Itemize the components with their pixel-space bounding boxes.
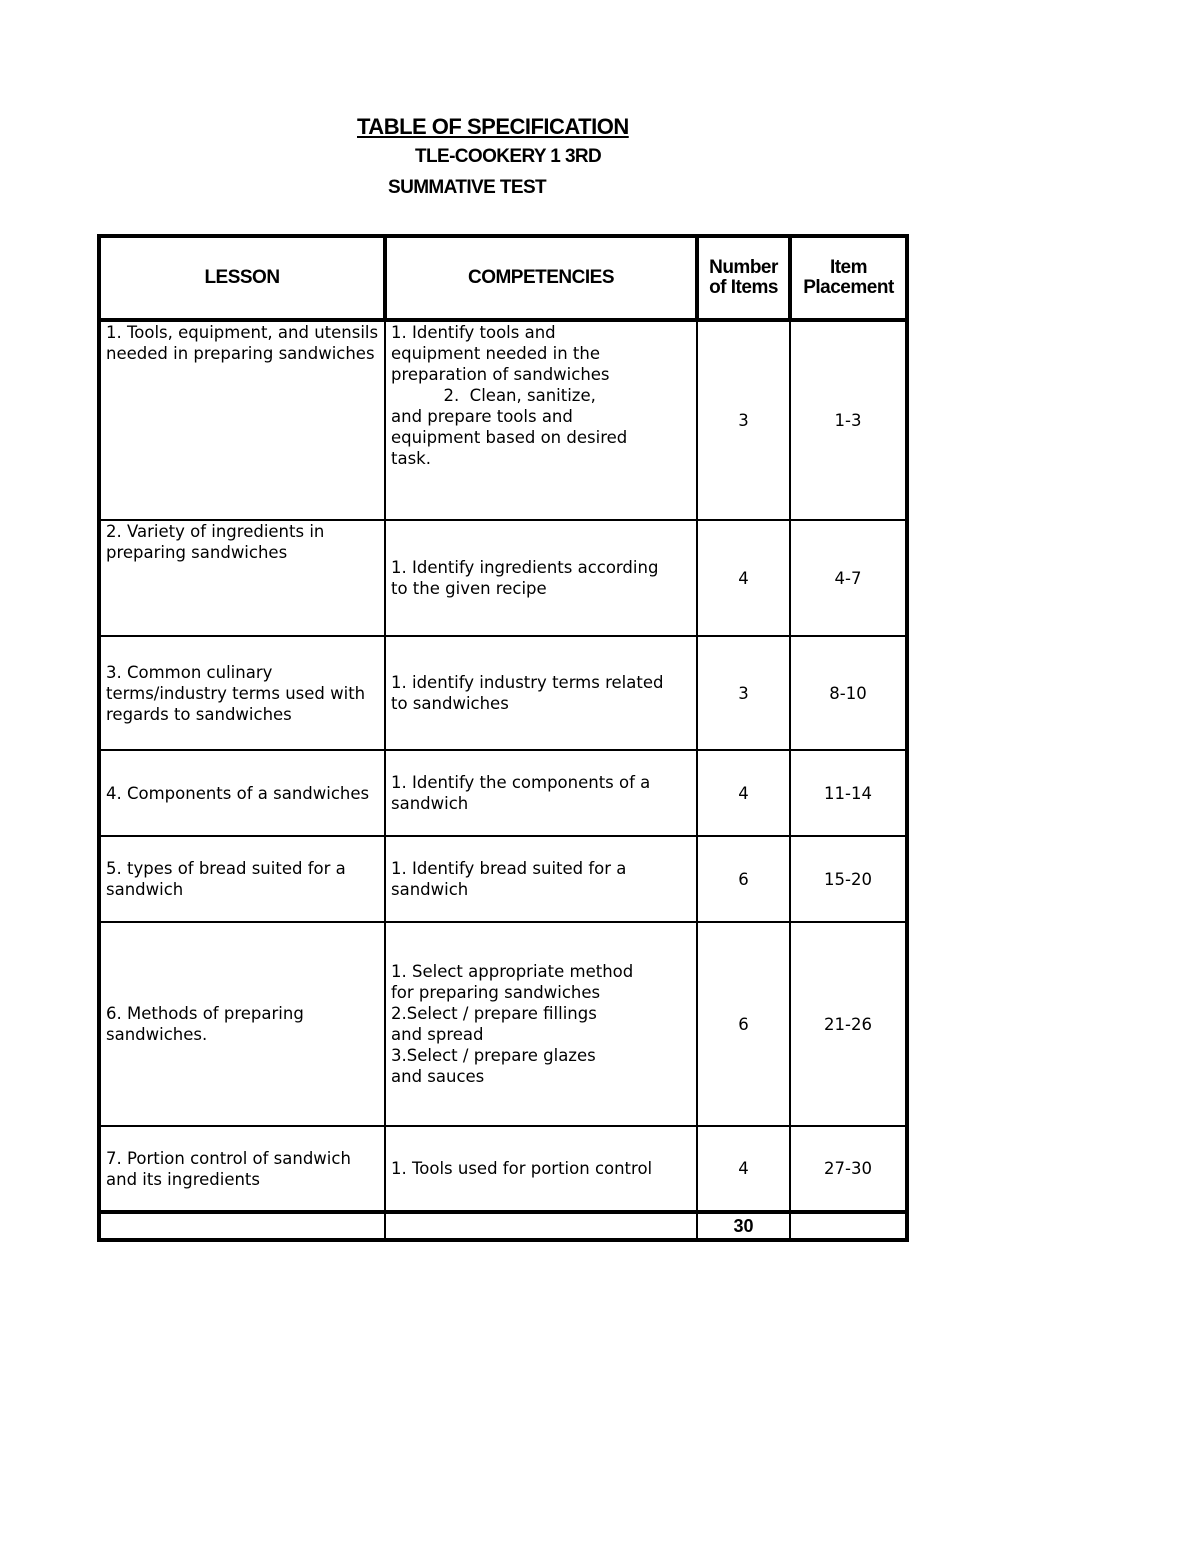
item-placement-cell: 15-20 — [790, 836, 907, 922]
item-placement-cell: 4-7 — [790, 520, 907, 636]
competency-line: sandwich — [391, 794, 469, 813]
competency-line: to sandwiches — [391, 694, 509, 713]
header-competencies: COMPETENCIES — [385, 236, 697, 320]
number-of-items-cell: 4 — [697, 520, 790, 636]
number-of-items-cell: 6 — [697, 922, 790, 1126]
table-header-row — [99, 236, 907, 320]
competency-line: task. — [391, 449, 431, 468]
competency-line: for preparing sandwiches — [391, 983, 601, 1002]
competencies-cell — [385, 1126, 697, 1212]
item-placement-cell: 21-26 — [790, 922, 907, 1126]
competencies-cell — [385, 320, 697, 520]
header-number-of-items-line2: of Items — [709, 277, 778, 298]
document-subtitle-course: TLE-COOKERY 1 3RD — [415, 146, 602, 167]
competency-line: and spread — [391, 1025, 484, 1044]
header-number-of-items — [697, 236, 790, 320]
table-row — [99, 320, 907, 520]
competencies-cell — [385, 520, 697, 636]
lesson-cell: 1. Tools, equipment, and utensils needed in preparing sandwiches — [99, 320, 385, 520]
total-empty-competencies — [385, 1212, 697, 1240]
competency-line: and prepare tools and — [391, 407, 573, 426]
competency-line: equipment based on desired — [391, 428, 628, 447]
header-number-of-items-line1: Number — [709, 257, 778, 278]
competency-line: equipment needed in the — [391, 344, 601, 363]
competency-line: preparation of sandwiches — [391, 365, 610, 384]
competency-line: 1. identify industry terms related — [391, 673, 664, 692]
competency-line: 1. Identify tools and — [391, 323, 556, 342]
competency-line: and sauces — [391, 1067, 485, 1086]
header-lesson: LESSON — [99, 236, 385, 320]
competencies-cell — [385, 922, 697, 1126]
table-row — [99, 636, 907, 750]
total-row — [99, 1212, 907, 1240]
item-placement-cell: 27-30 — [790, 1126, 907, 1212]
number-of-items-cell: 3 — [697, 636, 790, 750]
lesson-cell: 3. Common culinary terms/industry terms used with regards to sandwiches — [99, 636, 385, 750]
competencies-cell — [385, 750, 697, 836]
competency-line: 1. Tools used for portion control — [391, 1159, 653, 1178]
lesson-cell: 2. Variety of ingredients in preparing sandwiches — [99, 520, 385, 636]
competencies-cell — [385, 836, 697, 922]
number-of-items-cell: 6 — [697, 836, 790, 922]
item-placement-cell: 1-3 — [790, 320, 907, 520]
competency-line: sandwich — [391, 880, 469, 899]
table-row — [99, 750, 907, 836]
competency-line: 2.Select / prepare fillings — [391, 1004, 597, 1023]
header-item-placement-line2: Placement — [803, 277, 894, 298]
competency-line: 1. Select appropriate method — [391, 962, 634, 981]
number-of-items-cell: 3 — [697, 320, 790, 520]
document-title: TABLE OF SPECIFICATION — [357, 114, 629, 139]
item-placement-cell: 11-14 — [790, 750, 907, 836]
document-subtitle-test: SUMMATIVE TEST — [388, 177, 547, 198]
table-row — [99, 520, 907, 636]
competency-line: 1. Identify ingredients according — [391, 558, 659, 577]
total-items-cell: 30 — [697, 1212, 790, 1240]
competency-line: to the given recipe — [391, 579, 547, 598]
competencies-cell — [385, 636, 697, 750]
table-row — [99, 1126, 907, 1212]
total-empty-lesson — [99, 1212, 385, 1240]
competency-line: 1. Identify bread suited for a — [391, 859, 627, 878]
item-placement-cell: 8-10 — [790, 636, 907, 750]
lesson-cell: 6. Methods of preparing sandwiches. — [99, 922, 385, 1126]
header-item-placement — [790, 236, 907, 320]
lesson-cell: 4. Components of a sandwiches — [99, 750, 385, 836]
number-of-items-cell: 4 — [697, 750, 790, 836]
number-of-items-cell: 4 — [697, 1126, 790, 1212]
header-item-placement-line1: Item — [829, 257, 868, 278]
table-row — [99, 922, 907, 1126]
specification-table — [97, 234, 909, 1242]
competency-line: 2. Clean, sanitize, — [391, 386, 596, 405]
competency-line: 1. Identify the components of a — [391, 773, 651, 792]
table-row — [99, 836, 907, 922]
competency-line: 3.Select / prepare glazes — [391, 1046, 596, 1065]
total-empty-placement — [790, 1212, 907, 1240]
lesson-cell: 5. types of bread suited for a sandwich — [99, 836, 385, 922]
lesson-cell: 7. Portion control of sandwich and its ingredients — [99, 1126, 385, 1212]
